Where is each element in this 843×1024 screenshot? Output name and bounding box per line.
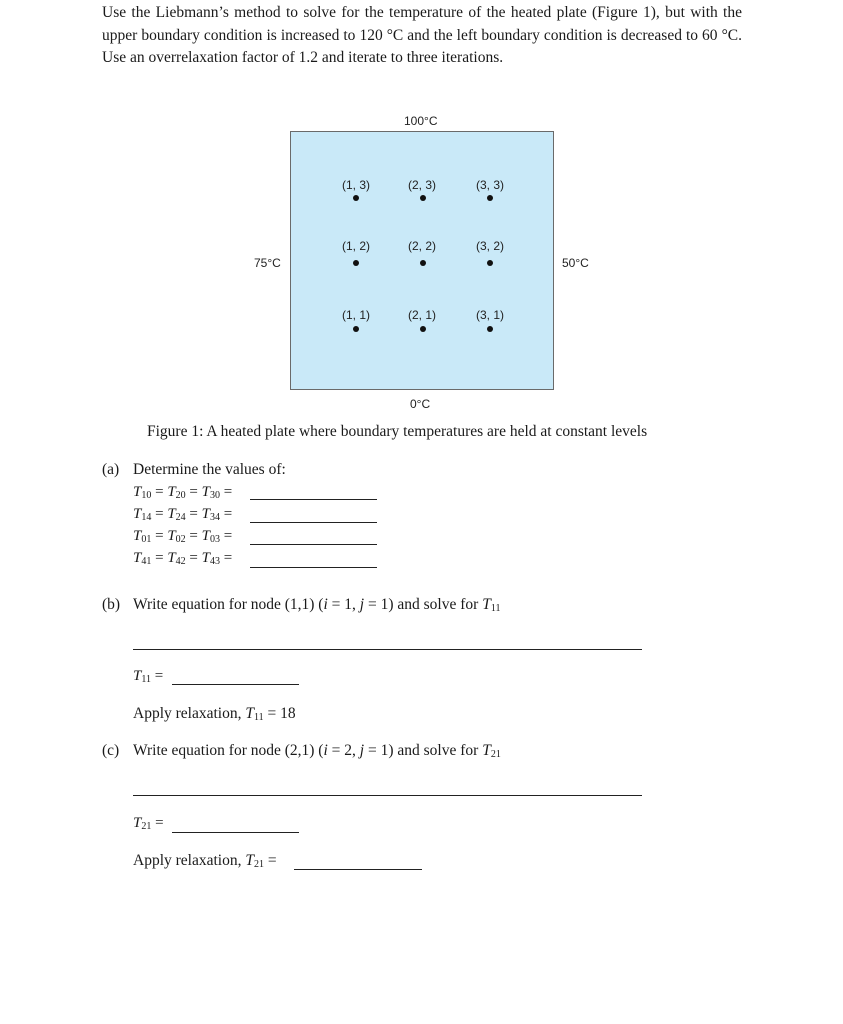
node-dot-3-3 (487, 195, 493, 201)
part-a-text: Determine the values of: (133, 461, 286, 478)
node-label-3-1: (3, 1) (475, 308, 504, 322)
bottom-boundary-label: 0°C (410, 397, 431, 411)
node-label-2-2: (2, 2) (407, 239, 436, 253)
node-label-2-1: (2, 1) (407, 308, 436, 322)
node-dot-2-1 (420, 326, 426, 332)
part-c-relaxation: Apply relaxation, $T_{21}$ = (133, 852, 277, 870)
answer-blank-boundary-top[interactable] (250, 522, 377, 523)
node-dot-2-2 (420, 260, 426, 266)
part-b-answer-blank[interactable] (172, 684, 299, 685)
node-dot-1-2 (353, 260, 359, 266)
node-dot-1-3 (353, 195, 359, 201)
node-label-1-2: (1, 2) (341, 239, 370, 253)
node-dot-1-1 (353, 326, 359, 332)
node-label-2-3: (2, 3) (407, 178, 436, 192)
answer-blank-boundary-bottom[interactable] (250, 499, 377, 500)
part-b-answer-label: $T_{11}$ = (133, 668, 164, 685)
part-a-marker: (a) (102, 461, 120, 478)
part-c-relaxation-blank[interactable] (294, 869, 422, 870)
equation-row-2: $T_{14} = T_{24} = T_{34}$ = (133, 506, 233, 523)
node-dot-2-3 (420, 195, 426, 201)
part-c-marker: (c) (102, 742, 120, 759)
part-c-question: Write equation for node (2,1) (i = 2, j = 1) and solve for $T_{21}$ (133, 742, 501, 760)
equation-row-1: $T_{10} = T_{20} = T_{30}$ = (133, 484, 233, 501)
node-label-1-3: (1, 3) (341, 178, 370, 192)
part-b-equation-line[interactable] (133, 649, 642, 650)
problem-statement: Use the Liebmann’s method to solve for the temperature of the heated plate (Figure 1), but with the upper boundary condition is increased to 120 °C and the left boundary condition is decreased to 60 °C. Use an overrelaxation factor of 1.2 and iterate to three iterations. (102, 4, 742, 66)
node-dot-3-2 (487, 260, 493, 266)
top-boundary-label: 100°C (404, 114, 438, 128)
part-b-marker: (b) (102, 596, 121, 613)
node-dot-3-1 (487, 326, 493, 332)
left-boundary-label: 75°C (254, 256, 281, 270)
node-label-3-2: (3, 2) (475, 239, 504, 253)
part-c-equation-line[interactable] (133, 795, 642, 796)
figure-caption: Figure 1: A heated plate where boundary temperatures are held at constant levels (147, 423, 648, 440)
part-c-answer-blank[interactable] (172, 832, 299, 833)
part-c-answer-label: $T_{21}$ = (133, 815, 164, 832)
equation-row-3: $T_{01} = T_{02} = T_{03}$ = (133, 528, 233, 545)
node-label-1-1: (1, 1) (341, 308, 370, 322)
right-boundary-label: 50°C (562, 256, 589, 270)
answer-blank-boundary-left[interactable] (250, 544, 377, 545)
part-b-relaxation: Apply relaxation, $T_{11} = 18$ (133, 705, 296, 723)
answer-blank-boundary-right[interactable] (250, 567, 377, 568)
part-b-question: Write equation for node (1,1) (i = 1, j = 1) and solve for $T_{11}$ (133, 596, 501, 614)
equation-row-4: $T_{41} = T_{42} = T_{43}$ = (133, 550, 233, 567)
node-label-3-3: (3, 3) (475, 178, 504, 192)
